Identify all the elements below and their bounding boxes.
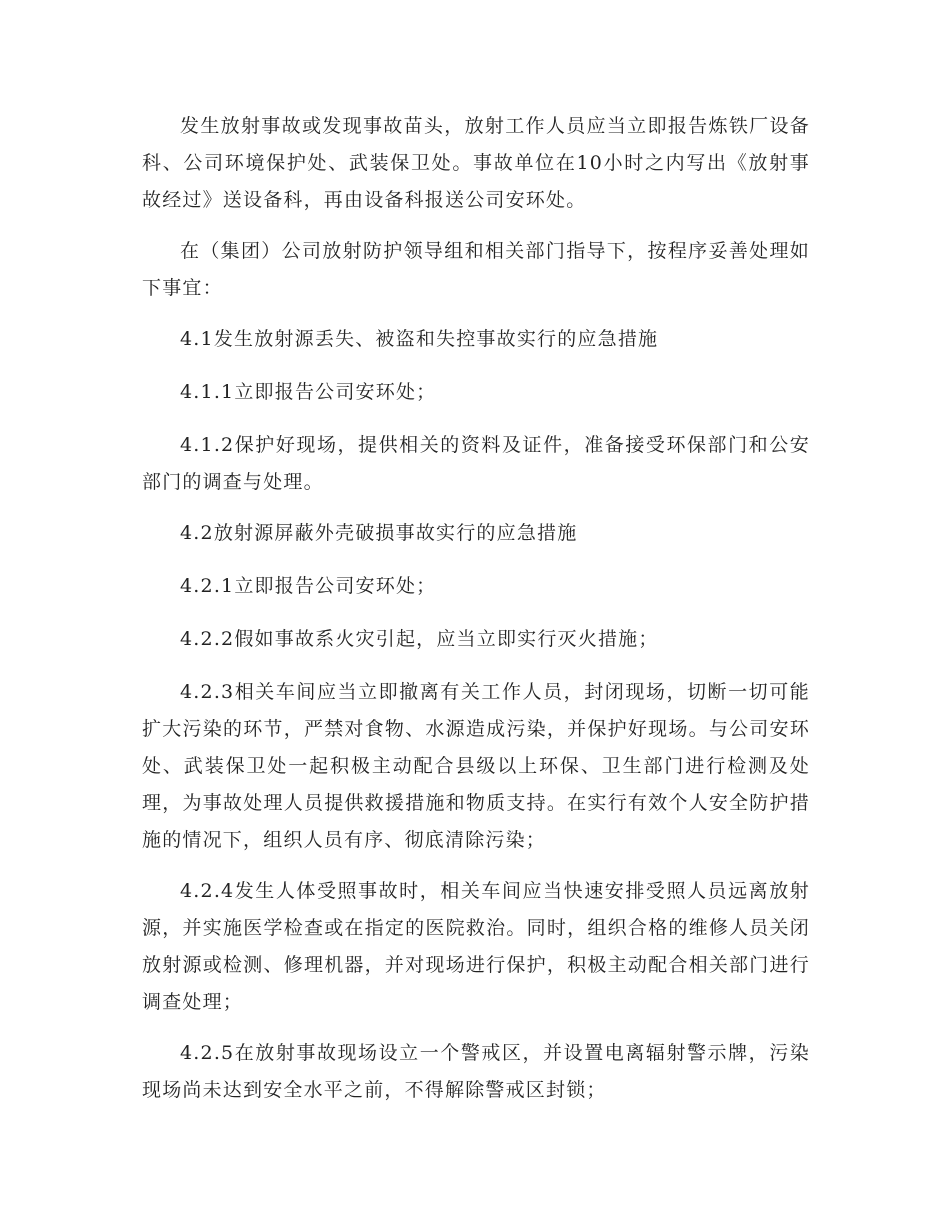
paragraph-4-1-1: 4.1.1立即报告公司安环处； (180, 381, 437, 403)
document-body (142, 108, 810, 1123)
paragraph-4-2-5: 4.2.5在放射事故现场设立一个警戒区，并设置电离辐射警示牌，污染现场尚未达到安全水平之前，不得解除警戒区封锁； (142, 1042, 810, 1101)
paragraph-4-2-4: 4.2.4发生人体受照事故时，相关车间应当快速安排受照人员远离放射源，并实施医学检查或在指定的医院救治。同时，组织合格的维修人员关闭放射源或检测、修理机器，并对现场进行保护，积极主动配合相关部门进行调查处理； (142, 880, 810, 1013)
section-heading-4-1: 4.1发生放射源丢失、被盗和失控事故实行的应急措施 (180, 328, 659, 350)
paragraph-4-1-2: 4.1.2保护好现场，提供相关的资料及证件，准备接受环保部门和公安部门的调查与处理。 (142, 434, 810, 493)
paragraph-handling-intro: 在（集团）公司放射防护领导组和相关部门指导下，按程序妥善处理如下事宜： (142, 240, 810, 299)
section-heading-4-2: 4.2放射源屏蔽外壳破损事故实行的应急措施 (180, 522, 578, 544)
paragraph-4-2-1: 4.2.1立即报告公司安环处； (180, 575, 437, 597)
paragraph-4-2-2: 4.2.2假如事故系火灾引起，应当立即实行灭火措施； (180, 628, 659, 650)
paragraph-4-2-3: 4.2.3相关车间应当立即撤离有关工作人员，封闭现场，切断一切可能扩大污染的环节，严禁对食物、水源造成污染，并保护好现场。与公司安环处、武装保卫处一起积极主动配合县级以上环保、卫生部门进行检测及处理，为事故处理人员提供救援措施和物质支持。在实行有效个人安全防护措施的情况下，组织人员有序、彻底清除污染； (142, 681, 810, 851)
paragraph-accident-report: 发生放射事故或发现事故苗头，放射工作人员应当立即报告炼铁厂设备科、公司环境保护处、武装保卫处。事故单位在10小时之内写出《放射事故经过》送设备科，再由设备科报送公司安环处。 (142, 115, 810, 211)
